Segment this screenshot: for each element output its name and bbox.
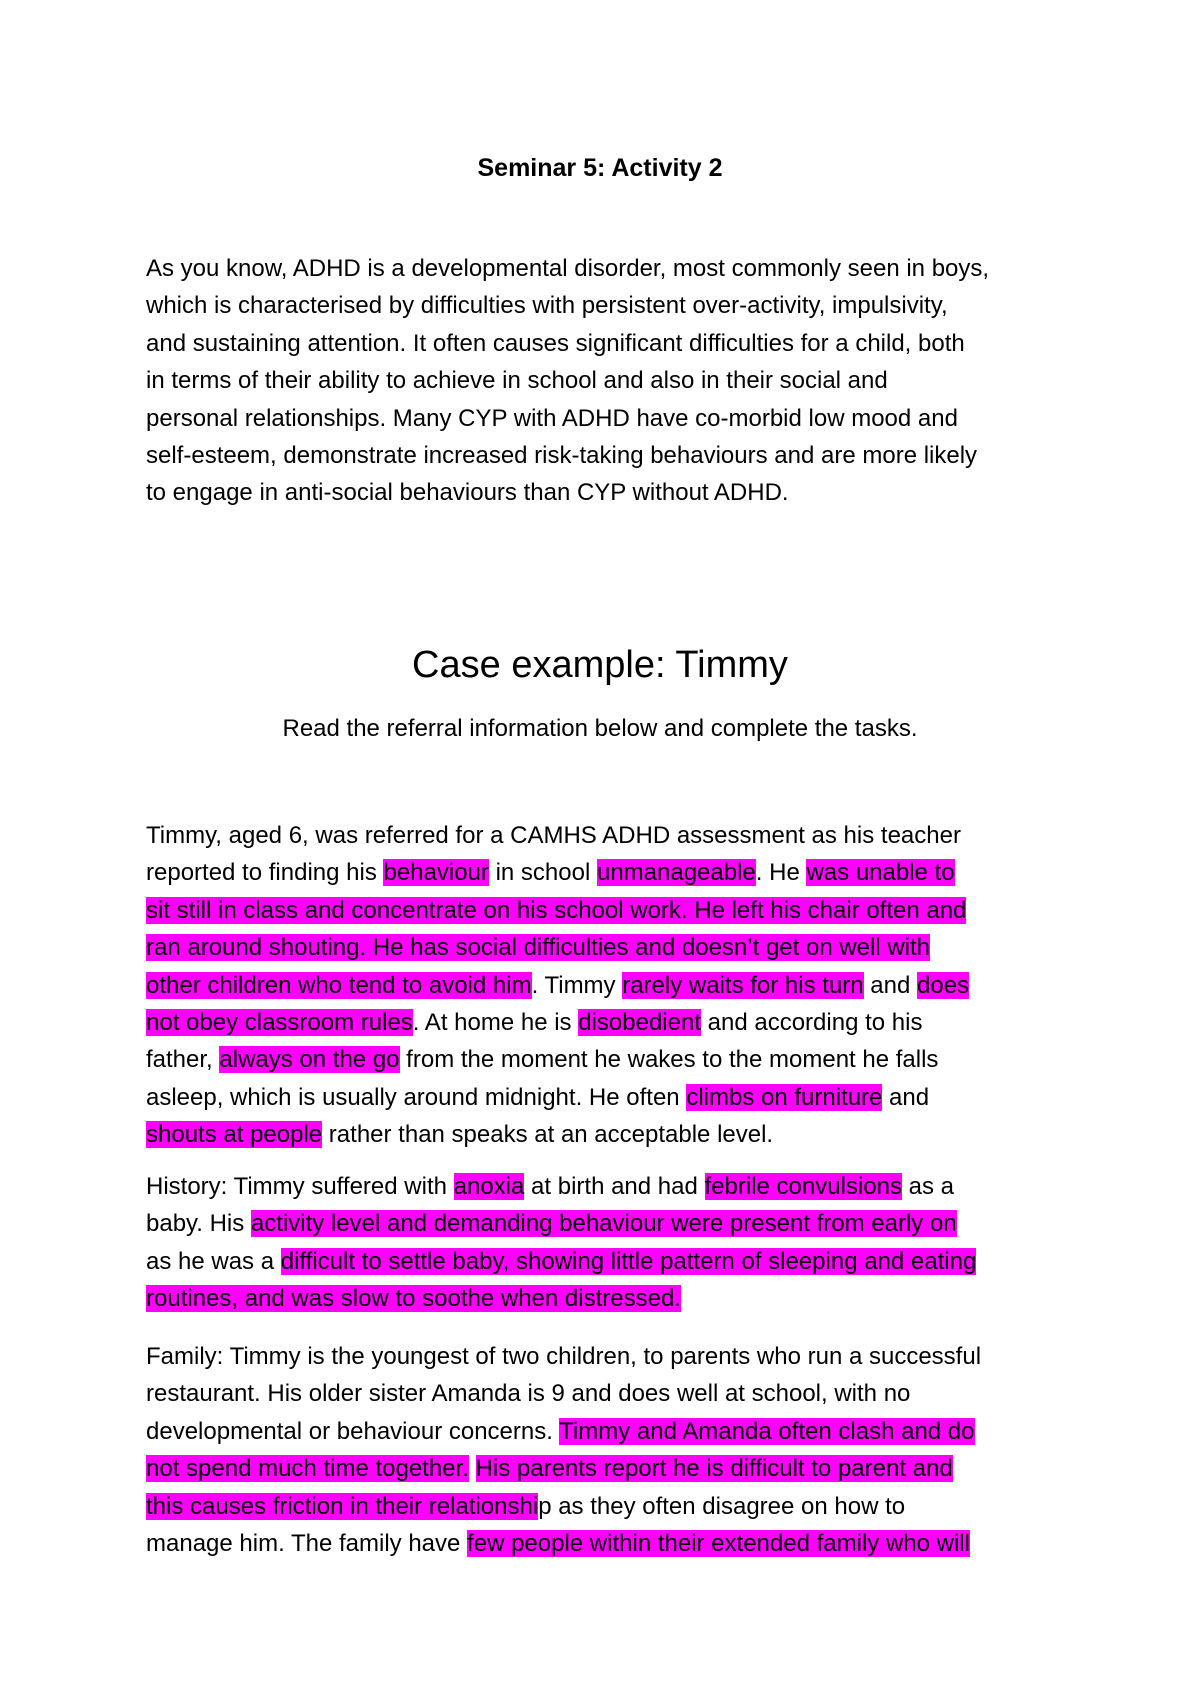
highlighted-text: not spend much time together.: [146, 1455, 469, 1483]
highlighted-text: Timmy and Amanda often clash and do: [559, 1417, 975, 1445]
highlighted-text: not obey classroom rules: [146, 1008, 413, 1036]
highlighted-text: sit still in class and concentrate on his school work. He left his chair often and: [146, 896, 967, 924]
text-segment: [469, 1455, 476, 1482]
text-segment: from the moment he wakes to the moment he falls: [399, 1046, 939, 1074]
case-heading: Case example: Timmy: [412, 644, 788, 686]
text-segment: baby. His: [146, 1210, 251, 1238]
text-segment: and: [863, 971, 918, 999]
document-title: Seminar 5: Activity 2: [477, 154, 723, 182]
history-paragraph: [146, 1168, 1076, 1318]
text-segment: and: [882, 1083, 930, 1111]
text-segment: in school: [488, 859, 597, 887]
intro-line: which is characterised by difficulties with persistent over-activity, impulsivity,: [146, 292, 948, 320]
text-segment: . Timmy: [531, 971, 623, 999]
case-subtitle: Read the referral information below and complete the tasks.: [282, 715, 918, 742]
family-line: [146, 1375, 1076, 1412]
highlighted-text: was unable to: [806, 859, 955, 887]
highlighted-text: shouts at people: [146, 1121, 323, 1149]
text-segment: asleep, which is usually around midnight. He often: [146, 1083, 687, 1111]
text-segment: as he was a: [146, 1247, 281, 1275]
highlighted-text: His parents report he is difficult to parent and: [475, 1455, 953, 1483]
history-line: [146, 1280, 1076, 1317]
family-line: [146, 1338, 1076, 1375]
text-segment: at birth and had: [524, 1173, 705, 1200]
intro-line: self-esteem, demonstrate increased risk-taking behaviours and are more likely: [146, 441, 978, 469]
referral-line: [146, 1079, 1076, 1116]
intro-line: As you know, ADHD is a developmental disorder, most commonly seen in boys,: [146, 255, 990, 282]
referral-line: [146, 892, 1076, 929]
intro-line: to engage in anti-social behaviours than CYP without ADHD.: [146, 479, 789, 507]
text-segment: Timmy, aged 6, was referred for a CAMHS ADHD assessment as his teacher: [146, 822, 961, 849]
family-line: [146, 1413, 1076, 1450]
text-segment: . He: [755, 859, 807, 887]
intro-line: personal relationships. Many CYP with ADHD have co-morbid low mood and: [146, 404, 958, 432]
text-segment: as a: [901, 1173, 954, 1200]
text-segment: History: Timmy suffered with: [146, 1173, 454, 1200]
text-segment: restaurant. His older sister Amanda is 9 and does well at school, with no: [146, 1380, 911, 1408]
highlighted-text: febrile convulsions: [704, 1173, 902, 1200]
referral-line: [146, 967, 1076, 1004]
family-line: [146, 1450, 1076, 1487]
highlighted-text: difficult to settle baby, showing little pattern of sleeping and eating: [280, 1247, 977, 1275]
highlighted-text: does: [917, 971, 970, 999]
text-segment: reported to finding his: [146, 859, 384, 887]
highlighted-text: ran around shouting. He has social difficulties and doesn’t get on well with: [146, 934, 931, 962]
family-line: [146, 1488, 1076, 1525]
text-segment: and according to his: [700, 1008, 923, 1036]
text-segment: p as they often disagree on how to: [538, 1492, 906, 1520]
family-line: [146, 1525, 1076, 1562]
highlighted-text: few people within their extended family who will: [467, 1529, 970, 1557]
referral-line: [146, 817, 1076, 854]
history-line: [146, 1205, 1076, 1242]
referral-line: [146, 1116, 1076, 1153]
intro-line: and sustaining attention. It often causes significant difficulties for a child, both: [146, 329, 965, 357]
text-segment: Family: Timmy is the youngest of two children, to parents who run a successful: [146, 1343, 982, 1370]
highlighted-text: rarely waits for his turn: [622, 971, 864, 999]
highlighted-text: climbs on furniture: [686, 1083, 883, 1111]
highlighted-text: anoxia: [453, 1173, 525, 1200]
text-segment: rather than speaks at an acceptable level.: [322, 1121, 774, 1149]
highlighted-text: activity level and demanding behaviour were present from early on: [250, 1210, 957, 1238]
history-line: [146, 1168, 1076, 1205]
intro-paragraph: [146, 250, 1076, 512]
intro-line: in terms of their ability to achieve in school and also in their social and: [146, 367, 888, 395]
referral-line: [146, 1004, 1076, 1041]
history-line: [146, 1243, 1076, 1280]
highlighted-text: routines, and was slow to soothe when distressed.: [146, 1285, 681, 1313]
referral-line: [146, 1041, 1076, 1078]
referral-line: [146, 854, 1076, 891]
highlighted-text: disobedient: [578, 1008, 701, 1036]
text-segment: manage him. The family have: [146, 1529, 468, 1557]
referral-paragraph: [146, 817, 1076, 1154]
highlighted-text: unmanageable: [596, 859, 756, 887]
highlighted-text: other children who tend to avoid him: [146, 971, 532, 999]
highlighted-text: behaviour: [383, 859, 489, 887]
text-segment: father,: [146, 1046, 220, 1074]
text-segment: . At home he is: [412, 1008, 579, 1036]
family-paragraph: [146, 1338, 1076, 1562]
referral-line: [146, 929, 1076, 966]
text-segment: developmental or behaviour concerns.: [146, 1417, 560, 1445]
highlighted-text: always on the go: [219, 1046, 400, 1074]
highlighted-text: this causes friction in their relationshi: [146, 1492, 539, 1520]
